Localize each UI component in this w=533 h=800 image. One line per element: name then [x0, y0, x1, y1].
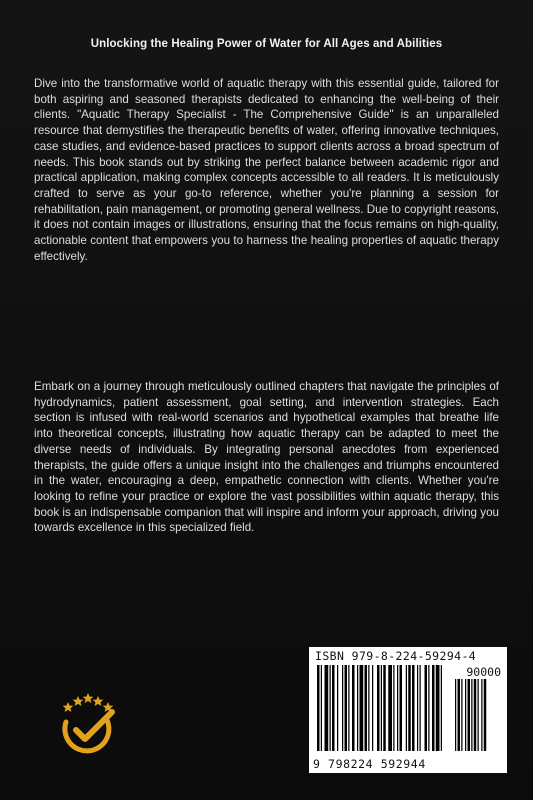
five-star-check-badge-icon [54, 688, 122, 756]
barcode-addon-bar [471, 679, 472, 751]
barcode-bar [432, 665, 435, 751]
description-paragraph-1: Dive into the transformative world of aquatic therapy with this essential guide, tailored for both aspiring and seasoned therapists dedicated to enhancing the well-being of their clients. "Aquatic Therapy Specialist - The Comprehensive Guide" is an unparalleled resource that demystifies the therapeutic benefits of water, offering innovative techniques, case studies, and evidence-based practices to support clients across a broad spectrum of needs. This book stands out by striking the perfect balance between academic rigor and practical application, making complex concepts accessible to all readers. It is meticulously crafted to serve as your go-to reference, whether you're planning a session for rehabilitation, pain management, or promoting general wellness. Due to copyright reasons, it does not contain images or illustrations, ensuring that the focus remains on high-quality, actionable content that empowers you to harness the healing properties of aquatic therapy effectively. [34, 77, 499, 263]
barcode-bar [436, 665, 440, 751]
barcode-bar [348, 665, 349, 751]
barcode-addon-bar [481, 679, 482, 751]
barcode-bar [357, 665, 358, 751]
star-icon [63, 702, 74, 712]
isbn-barcode [309, 647, 507, 773]
star-icon [83, 693, 94, 703]
barcode-addon-bar [455, 679, 456, 751]
isbn-label: ISBN 979-8-224-59294-4 [315, 649, 477, 663]
barcode-bars [315, 665, 501, 753]
barcode-bar [397, 665, 398, 751]
barcode-bar [345, 665, 348, 751]
barcode-addon-bar [458, 679, 461, 751]
barcode-bar [420, 665, 421, 751]
barcode-bar [332, 665, 335, 751]
barcode-bar [406, 665, 407, 751]
ean-digits: 9 798224 592944 [313, 757, 426, 771]
barcode-bar [337, 665, 338, 751]
barcode-bar [342, 665, 343, 751]
barcode-bar [400, 665, 403, 751]
barcode-bar [412, 665, 415, 751]
barcode-addon-bar [465, 679, 466, 751]
barcode-bar [441, 665, 442, 751]
barcode-bar [377, 665, 380, 751]
barcode-bar [368, 665, 369, 751]
barcode-bar [388, 665, 392, 751]
barcode-bar [393, 665, 394, 751]
barcode-addon-bar [478, 679, 479, 751]
barcode-bar [408, 665, 411, 751]
barcode-bar [352, 665, 355, 751]
barcode-bar [383, 665, 386, 751]
barcode-addon-bar [474, 679, 477, 751]
badge-stars [63, 693, 114, 712]
barcode-bar [325, 665, 329, 751]
barcode-bar [381, 665, 382, 751]
cover-headline: Unlocking the Healing Power of Water for All Ages and Abilities [90, 38, 443, 50]
star-icon [93, 696, 104, 706]
barcode-bar [321, 665, 322, 751]
barcode-bar [428, 665, 429, 751]
barcode-addon-bar [468, 679, 471, 751]
barcode-bar [365, 665, 368, 751]
description-paragraph-2: Embark on a journey through meticulously outlined chapters that navigate the principles of hydrodynamics, patient assessment, goal setting, and intervention strategies. Each section is infused with real-world scenarios and hypothetical examples that breathe life into theoretical concepts, illustrating how aquatic therapy can be adapted to meet the diverse needs of individuals. By integrating personal anecdotes from experienced therapists, the guide offers a unique insight into the challenges and triumphs encountered in the water, encouraging a deep, empathetic connection with clients. Whether you're looking to refine your practice or explore the vast possibilities within aquatic therapy, this book is an indispensable companion that will inspire and inform your approach, driving you towards excellence in this specialized field. [34, 380, 499, 535]
barcode-bar [425, 665, 428, 751]
barcode-addon-bar [484, 679, 487, 751]
barcode-bar [360, 665, 364, 751]
barcode-bar [372, 665, 373, 751]
price-code: 90000 [466, 665, 501, 679]
barcode-bar [330, 665, 331, 751]
barcode-addon-bar [461, 679, 462, 751]
barcode-bar [417, 665, 418, 751]
star-icon [73, 696, 84, 706]
barcode-bar [317, 665, 320, 751]
